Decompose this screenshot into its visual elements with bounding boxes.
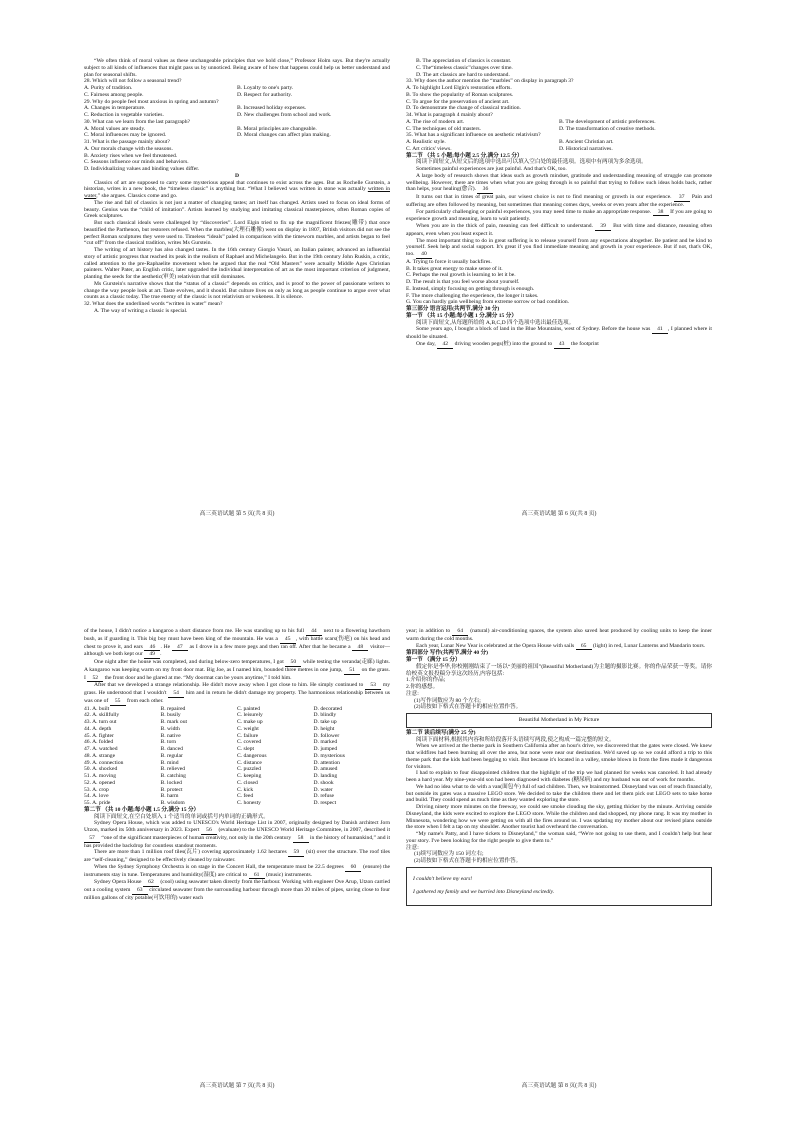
option: E. Instead, simply focusing on getting through is enough. bbox=[406, 285, 535, 292]
grammar-para-5: year; in addition to 64 (natural) air-conditioning spaces, the system also saved heat produced by cooling units to keep the inner warm during the cold months. bbox=[406, 628, 712, 642]
question-31: 31. What is the passage mainly about? bbox=[84, 139, 170, 145]
passage-d-para-1: Classics of art are supposed to carry some mysterious appeal that continues to exist across the ages. But as Rochelle Gurstein, a historian, writes in a new book, the “timeless classic” is anything but. “What I believed was written in stone was actually written in water,” she argues. Classics come and go. bbox=[84, 179, 390, 199]
instructions: 阅读下面短文,从每题所给的 A,B,C,D 四个选项中选出最佳选项。 bbox=[416, 319, 575, 326]
cloze-option-row: 51. A. moving B. catching C. keeping D. landing bbox=[84, 773, 338, 779]
option: D. The result is that you feel worse about yourself. bbox=[406, 279, 520, 285]
note: (1)续写词数应为 150 词左右; bbox=[414, 851, 484, 858]
part-heading: 第四部分 写作(共两节,满分 40 分) bbox=[406, 650, 489, 657]
option: C. Moral influences may be ignored. bbox=[84, 132, 167, 139]
option: B. Loyalty to one's party. bbox=[237, 85, 294, 91]
instructions: 阅读下面材料,根据其内容和所给段落开头语续写两段,使之构成一篇完整的短文。 bbox=[416, 736, 615, 743]
blank-45[interactable]: 45 bbox=[280, 636, 296, 644]
page-footer: 高三英语试题 第 7 页(共 8 页) bbox=[199, 1083, 275, 1089]
blank-62[interactable]: 62 bbox=[143, 879, 159, 887]
blank-51[interactable]: 51 bbox=[344, 667, 360, 675]
option: B. To show the popularity of Roman sculptures. bbox=[406, 91, 514, 98]
cloze-option-row: 45. A. fighter B. native C. failure D. follower bbox=[84, 732, 340, 739]
cloze-option-row: 54. A. love B. harm C. feed D. refuse bbox=[84, 793, 335, 800]
instructions: 阅读下面短文,从短文后的选项中选出可以填入空白处的最佳选项。选项中有两项为多余选项。 bbox=[416, 159, 647, 166]
cloze-para-2: One day, 42 driving wooden pegs(桩) into the ground to 43 the footprint bbox=[416, 340, 599, 347]
section-heading: 第二节 （共 5 小题;每小题 2.5 分,满分 12.5 分） bbox=[406, 152, 523, 159]
cloze-option-row: 41. A. built B. repaired C. painted D. decorated bbox=[84, 705, 343, 712]
passage-d-para-3: But such classical ideals were challenged by “discoveries”. Lord Elgin tried to fix up the magnificent friezes(雕带) that once beautified the Parthenon, but restorers refused. When the marbles(大理石雕像) went on display in 1807, British visitors did not see the perfect Roman sculptures they were used to. Timeless “ideals” paled in comparison with the timeworn marbles, and artists began to feel “cut off” from the classical tradition, writes Ms Gurstein. bbox=[84, 220, 390, 247]
option: A. Our morals change with the seasons. bbox=[84, 145, 173, 152]
section-heading: 第一节 （共 15 小题;每小题 1 分,满分 15 分） bbox=[406, 312, 517, 319]
option: C. To argue for the preservation of ancient art. bbox=[406, 98, 510, 105]
option: D. The transformation of creative methods. bbox=[559, 125, 656, 132]
blank-41[interactable]: 41 bbox=[652, 326, 668, 334]
instructions: 假定你是李华,你校刚刚结束了一场以“美丽的祖国”(Beautiful Motherland)为主题的摄影比赛。你的作品荣获一等奖。请你给校英文报投稿分享这次经历,内容包括: bbox=[406, 663, 712, 677]
blank-65[interactable]: 65 bbox=[576, 643, 592, 651]
continuation-para-3: We had no idea what to do with a van(面包车) full of sad children. Then, we brainstormed. Disneyland was out of reach financially, but outside its gates was a massive LEGO store. We decided to take the children there and let them pick out LEGO sets to take home and build. They could spend as much time as they wanted exploring the store. bbox=[406, 783, 712, 804]
cloze-para-1: Some years ago, I bought a block of land in the Blue Mountains, west of Sydney. Before the house was 41 , I planned where it should be situated. bbox=[406, 326, 712, 340]
option: C. Fairness among people. bbox=[84, 91, 144, 98]
grammar-para-2: There are more than 1 million roof tiles(瓦片) covering approximately 1.62 hectares 59 (sit) over the structure. The roof tiles are “self-cleaning,” designed to be effectively cleaned by rainwater. bbox=[84, 849, 390, 863]
seven-five-para-6: The most important thing to do in great suffering is to release yourself from any expectations altogether. Be patient and be kind to yourself. Seek help and social support. It's great if you find immediate meaning and growth in your experience. But if not, that's OK, too. 40 bbox=[406, 237, 712, 257]
cloze-para-5: After that we developed a strange relationship. He didn't move away when I got close to him. He simply continued to 53 my grass. He understood that I wouldn't 54 him and in return he didn't damage my property. The harmonious relationship between us was one of 55 from each other. bbox=[84, 682, 390, 704]
blank-63[interactable]: 63 bbox=[132, 887, 148, 895]
question-30: 30. What can we learn from the last paragraph? bbox=[84, 118, 190, 125]
blank-38[interactable]: 38 bbox=[653, 209, 669, 217]
option: D. Moral changes can affect plan making. bbox=[237, 132, 331, 139]
option: C. The techniques of old masters. bbox=[406, 125, 481, 132]
question-34-options bbox=[406, 119, 712, 133]
blank-43[interactable]: 43 bbox=[554, 341, 570, 349]
seven-five-para-2: A large body of research shows that ideas such as growth mindset, gratitude and understanding meaning of struggle can promote wellbeing. However, there are times when what you are going through is so painful that trying to follow such ideas holds back, rather than helps, your healing(愈合). 36 bbox=[406, 172, 712, 193]
grammar-para-1: Sydney Opera House, which was added to UNESCO's World Heritage List in 2007, originally designed by Danish architect Jorn Utzon, marked its 50th anniversary in 2023. Expert 56 (evaluate) to the UNESCO World Heritage Committee, in 2007, described it 57 “one of the significant masterpieces of human creativity, not only in the 20th century 58 in the history of humankind,” and it has provided the backdrop for countless standout moments. bbox=[84, 820, 390, 849]
option: D. Respect for authority. bbox=[237, 91, 293, 98]
note-label: 注意: bbox=[406, 844, 419, 851]
page-footer: 高三英语试题 第 6 页(共 8 页) bbox=[521, 511, 597, 517]
question-32: 32. What does the underlined words “written in water” mean? bbox=[84, 301, 223, 307]
option: D. The art classics are hard to understand. bbox=[416, 71, 510, 78]
option: B. Increased holiday expenses. bbox=[237, 105, 307, 112]
option: C. Perhaps the real growth is learning to let it be. bbox=[406, 272, 516, 279]
seven-five-para-5: When you are in the thick of pain, meaning can feel difficult to understand. 39 But with time and distance, meaning often appears, even when you least expect it. bbox=[406, 223, 712, 237]
cloze-option-row: 50. A. shocked B. relieved C. puzzled D. amused bbox=[84, 766, 338, 773]
option: A. Changes in temperature. bbox=[84, 105, 146, 112]
instructions: 阅读下面短文,在空白处填入 1 个适当的单词或括号内单词的正确形式。 bbox=[94, 813, 269, 820]
option: C. Art critics' views. bbox=[406, 145, 452, 152]
grammar-para-6: Each year, Lunar New Year is celebrated at the Opera House with sails 65 (light) in red, Lunar Lanterns and Mandarin tours. bbox=[416, 642, 706, 649]
passage-d-para-4: The writing of art history has also changed tastes. In the 16th century Giorgio Vasari, an Italian painter, advanced an influential story of artistic progress that reached its peak in the realism of Raphael and Michelangelo. But in the 19th century John Ruskin, a critic, called attention to the pre-Raphaelite movement when he argued that the real “Old Masters” were actually Middle Ages Christian painters. Walter Pater, an English critic, later upgraded the individual interpretation of art as the most important criterion of judgment, planting the seeds for the aesthetic(审美) relativism that still dominates. bbox=[84, 247, 390, 280]
continuation-para-4: Driving ninety more minutes on the freeway, we could see smoke clouding the sky, getting thicker by the minute. Arriving outside Disneyland, the kids were excited to explore the LEGO store. While the children and dad shopped, my phone rang. It was my mother in Minnesota, wondering how we were getting on with all the fires around us. I was updating my mother about our revised plans outside the store when I felt a tap on my shoulder. Another tourist had overheard the conversation. bbox=[406, 804, 712, 831]
blank-40[interactable]: 40 bbox=[416, 251, 432, 259]
note-label: 注意: bbox=[406, 690, 419, 697]
cloze-option-row: 46. A. folded B. torn C. covered D. marked bbox=[84, 739, 338, 746]
option: A. Realistic style. bbox=[406, 139, 446, 145]
writing-point: 2.你的感想。 bbox=[406, 684, 439, 690]
option: B. Ancient Christian art. bbox=[559, 139, 614, 145]
blank-42[interactable]: 42 bbox=[437, 341, 453, 349]
option: B. Moral principles are changeable. bbox=[237, 125, 317, 132]
cloze-option-row: 52. A. opened B. locked C. closed D. shook bbox=[84, 779, 334, 786]
blank-50[interactable]: 50 bbox=[285, 659, 301, 667]
cloze-option-row: 42. A. skillfully B. busily C. leisurely D. blindly bbox=[84, 712, 337, 719]
blank-44[interactable]: 44 bbox=[306, 628, 322, 636]
option: D. Historical narratives. bbox=[559, 145, 613, 152]
writing-title-box: Beautiful Motherland in My Picture bbox=[406, 713, 712, 728]
cloze-option-row: 47. A. watched B. danced C. slept D. jumped bbox=[84, 746, 338, 752]
seven-five-para-1: Sometimes painful experiences are just painful. And that's OK, too. bbox=[416, 166, 567, 172]
question-28-options bbox=[84, 85, 390, 99]
option: B. The appreciation of classics is constant. bbox=[416, 58, 512, 64]
question-29: 29. Why do people feel most anxious in spring and autumn? bbox=[84, 98, 219, 105]
blank-46[interactable]: 46 bbox=[144, 644, 160, 652]
paragraph-opener-1: I couldn't believe my ears! bbox=[413, 875, 473, 882]
question-35-options bbox=[406, 139, 712, 153]
page-6 bbox=[406, 58, 712, 516]
blank-47[interactable]: 47 bbox=[172, 644, 188, 652]
part-heading: 第三部分 语言运用(共两节,满分 30 分) bbox=[406, 306, 500, 312]
blank-60[interactable]: 60 bbox=[345, 864, 361, 872]
blank-39[interactable]: 39 bbox=[595, 223, 611, 231]
note: (2)请按如下格式在答题卡的相应位置作答。 bbox=[414, 704, 522, 711]
grammar-para-3: When the Sydney Symphony Orchestra is on stage in the Concert Hall, the temperature must be 22.5 degrees 60 (ensure) the instruments stay in tune. Temperatures and humidity(湿度) are critical to 61 (music) instruments. bbox=[84, 863, 390, 878]
blank-64[interactable]: 64 bbox=[452, 628, 468, 636]
option: A. Moral values are steady. bbox=[84, 125, 146, 132]
passage-c-end: “We often think of moral values as these unchangeable principles that we hold close,” Professor Holm says. But they're actually subject to all kinds of influences that might pass us by unnoticed. Being aware of how that happens could help us better understand and plan for seasonal shifts. bbox=[84, 58, 390, 78]
cloze-option-row: 48. A. strange B. regular C. dangerous D. mysterious bbox=[84, 752, 345, 759]
note: (1)写作词数应为 80 个左右; bbox=[414, 697, 481, 704]
question-28: 28. Which will not follow a seasonal trend? bbox=[84, 78, 182, 85]
blank-49[interactable]: 49 bbox=[144, 651, 160, 659]
cloze-option-row: 53. A. crop B. protect C. kick D. water bbox=[84, 786, 333, 793]
grammar-para-4: Sydney Opera House 62 (cool) using seawater taken directly from the harbour. Working with engineer Ove Arup, Utzon carried out a cooling system 63 circulated seawater from the surrounding harbour through more than 20 miles of pipes, saving close to four million gallons of city potable(可饮用的) water each bbox=[84, 879, 390, 901]
option: D. To demonstrate the change of classical tradition. bbox=[406, 105, 521, 112]
blank-36[interactable]: 36 bbox=[477, 186, 493, 194]
page-7 bbox=[84, 628, 390, 1086]
note: (2)请按如下格式在答题卡的相应位置作答。 bbox=[414, 858, 522, 864]
blank-58[interactable]: 58 bbox=[293, 835, 309, 843]
option: A. Trying to force it usually backfires. bbox=[406, 258, 492, 265]
page-footer: 高三英语试题 第 8 页(共 8 页) bbox=[521, 1083, 597, 1089]
blank-37[interactable]: 37 bbox=[674, 194, 690, 202]
option: C. Seasons influence our minds and behaviors. bbox=[84, 159, 189, 166]
blank-53[interactable]: 53 bbox=[365, 682, 381, 690]
paragraph-opener-2: I gathered my family and we hurried into Disneyland excitedly. bbox=[413, 888, 555, 895]
blank-55[interactable]: 55 bbox=[110, 698, 126, 706]
question-35: 35. What has a significant influence on aesthetic relativism? bbox=[406, 132, 541, 139]
section-d-heading: D bbox=[234, 172, 240, 179]
cloze-option-row: 43. A. turn out B. mark out C. make up D. take up bbox=[84, 719, 337, 725]
option: B. It takes great energy to make sense of it. bbox=[406, 265, 503, 272]
blank-48[interactable]: 48 bbox=[352, 644, 368, 652]
page-8 bbox=[406, 628, 712, 1086]
option: C. Reduction in vegetable varieties. bbox=[84, 112, 164, 118]
cloze-para-4: One night after the house was completed, and during below-zero temperatures, I got 50 while testing the veranda(走廊) lights. A kangaroo was keeping warm on my front door mat. Big Joe, as I named him, bounded three metres in one jump, 51 on the grass. I 52 the front door and he glared at me. “My doormat can be yours anytime,” I told him. bbox=[84, 659, 390, 681]
option: B. The development of artistic preferences. bbox=[559, 118, 656, 125]
section-heading: 第一节 （满分 15 分） bbox=[406, 657, 461, 663]
question-29-options bbox=[84, 105, 390, 119]
option: D. Individualizing values and binding values differ. bbox=[84, 166, 200, 172]
seven-five-para-3: It turns out that in times of great pain, our wisest choice is not to find meaning or growth in our experience. 37 Pain and suffering are often followed by meaning, but sometimes that meaning comes days, weeks or even years after the experience. bbox=[406, 194, 712, 208]
blank-59[interactable]: 59 bbox=[288, 849, 304, 857]
option: A. To highlight Lord Elgin's restoration efforts. bbox=[406, 85, 512, 91]
option: C. The“timeless classic”changes over time. bbox=[416, 64, 513, 71]
question-34: 34. What is paragraph 4 mainly about? bbox=[406, 112, 493, 118]
blank-57[interactable]: 57 bbox=[84, 835, 100, 843]
cloze-option-row: 44. A. depth B. width C. weight D. height bbox=[84, 725, 335, 732]
passage-d-para-2: The rise and fall of classics is not just a matter of changing tastes; art itself has changed. Artists used to focus on ideal forms of beauty. Genius was the “child of imitation”. Artists learned by studying and imitating classical masterpieces, often Roman copies of Greek sculptures. bbox=[84, 199, 390, 220]
option: D. New challenges from school and work. bbox=[237, 112, 332, 118]
option: A. The rise of modern art. bbox=[406, 118, 465, 125]
option: A. Purity of tradition. bbox=[84, 85, 133, 91]
option: B. Anxiety rises when we feel threatened. bbox=[84, 152, 178, 159]
question-30-options bbox=[84, 126, 390, 140]
cloze-para-3: of the house, I didn't notice a kangaroo a short distance from me. He was standing up to his full 44 next to a flowering hawthorn bush, as if guarding it. This big boy must have been king of the mountain. He was a 45 , with battle scars(伤疤) on his head and chest to prove it, and ears 46 . He 47 as I drove in a few more pegs and then ran off. After that he became a 48 visitor—although we both kept our 49 . bbox=[84, 628, 390, 658]
blank-61[interactable]: 61 bbox=[249, 872, 265, 880]
blank-56[interactable]: 56 bbox=[201, 827, 217, 835]
continuation-para-2: I had to explain to four disappointed children that the highlight of the trip we had planned for weeks was canceled. It had already been a hard year. My nine-year-old son had been diagnosed with diabetes (糖尿病) and my husband was out of work for months. bbox=[406, 770, 712, 783]
page-footer: 高三英语试题 第 5 页(共 8 页) bbox=[199, 511, 275, 517]
question-33: 33. Why does the author mention the “marbles” on display in paragraph 3? bbox=[406, 78, 574, 85]
blank-54[interactable]: 54 bbox=[168, 690, 184, 698]
continuation-para-1: When we arrived at the theme park in Southern California after an hour's drive, we discovered that the gates were closed. We knew that wildfires had been burning all over the area, but none were near our destination. We'd saved up so we could afford a trip to this theme park that the kids had been begging to visit. But because it's located in a valley, smoke blown in from the fires made it dangerous for visitors. bbox=[406, 743, 712, 770]
underlined-phrase: written in water bbox=[84, 186, 390, 199]
continuation-box bbox=[406, 867, 712, 907]
seven-five-para-4: For particularly challenging or painful experiences, you may need time to make an appropriate response. 38 If you are going to experience growth and meaning, learn to wait patiently. bbox=[406, 208, 712, 223]
option: A. The way of writing a classic is special. bbox=[94, 307, 188, 314]
page-5 bbox=[84, 58, 390, 516]
passage-d-para-5: Ms Gurstein's narrative shows that the “status of a classic” depends on critics, and is proof to the power of passionate writers to change the way people look at art. Taste evolves, and it should. But culture lives on only as long as people continue to argue over what counts as a classic today. The true enemy of the classic is not relativism or wokeness. It is silence. bbox=[84, 280, 390, 301]
section-heading: 第二节 读后续写(满分 25 分) bbox=[406, 729, 476, 736]
cloze-options bbox=[84, 706, 390, 807]
writing-point: 1.介绍你的作品; bbox=[406, 677, 446, 684]
blank-52[interactable]: 52 bbox=[87, 675, 103, 683]
continuation-para-5: “My name's Patty, and I have tickets to Disneyland,” the woman said, “We're not going to use them, and I couldn't help but hear your story. I've been looking for the right people to give them to.” bbox=[406, 831, 712, 844]
option: G. You can hardly gain wellbeing from extreme sorrow or bad condition. bbox=[406, 299, 570, 306]
cloze-option-row: 49. A. connection B. mind C. distance D. attention bbox=[84, 759, 340, 766]
cloze-option-row: 55. A. pride B. wisdom C. honesty D. respect bbox=[84, 800, 337, 806]
section-heading: 第二节 （共 10 小题;每小题 1.5 分,满分 15 分） bbox=[84, 806, 200, 813]
option: F. The more challenging the experience, the longer it takes. bbox=[406, 292, 539, 299]
